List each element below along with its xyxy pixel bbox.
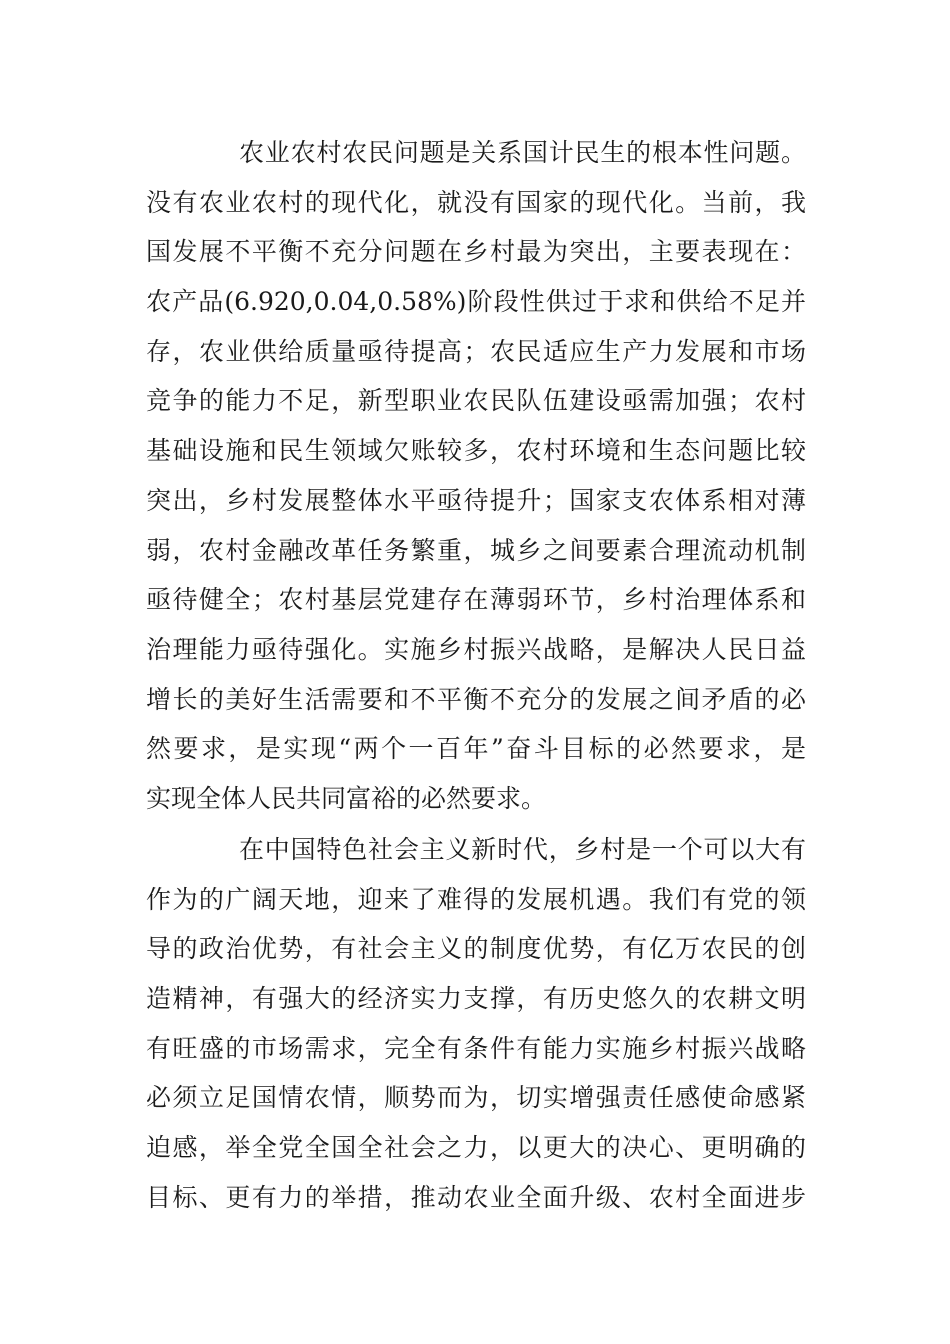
paragraph-line: 治理能力亟待强化。实施乡村振兴战略，是解决人民日益 bbox=[146, 634, 806, 664]
paragraph-line: 有旺盛的市场需求，完全有条件有能力实施乡村振兴战略 bbox=[146, 1033, 806, 1063]
paragraph-line: 迫感，举全党全国全社会之力，以更大的决心、更明确的 bbox=[146, 1133, 806, 1163]
paragraph-line: 造精神，有强大的经济实力支撑，有历史悠久的农耕文明 bbox=[146, 984, 806, 1014]
paragraph-line: 竞争的能力不足，新型职业农民队伍建设亟需加强；农村 bbox=[146, 386, 806, 416]
paragraph-1 bbox=[146, 128, 806, 824]
paragraph-line: 在中国特色社会主义新时代，乡村是一个可以大有 bbox=[239, 835, 806, 864]
paragraph-line: 实现全体人民共同富裕的必然要求。 bbox=[146, 783, 547, 813]
paragraph-line: 目标、更有力的举措，推动农业全面升级、农村全面进步 bbox=[146, 1182, 806, 1212]
paragraph-line: 亟待健全；农村基层党建存在薄弱环节，乡村治理体系和 bbox=[146, 585, 806, 615]
paragraph-line: 农业农村农民问题是关系国计民生的根本性问题。 bbox=[239, 138, 806, 167]
paragraph-line: 没有农业农村的现代化，就没有国家的现代化。当前，我 bbox=[146, 187, 806, 217]
paragraph-line: 导的政治优势，有社会主义的制度优势，有亿万农民的创 bbox=[146, 934, 806, 964]
paragraph-line: 突出，乡村发展整体水平亟待提升；国家支农体系相对薄 bbox=[146, 485, 806, 515]
paragraph-line: 然要求，是实现“两个一百年”奋斗目标的必然要求，是 bbox=[146, 734, 806, 764]
paragraph-line: 必须立足国情农情，顺势而为，切实增强责任感使命感紧 bbox=[146, 1083, 806, 1113]
paragraph-line: 作为的广阔天地，迎来了难得的发展机遇。我们有党的领 bbox=[146, 884, 806, 914]
paragraph-line: 存，农业供给质量亟待提高；农民适应生产力发展和市场 bbox=[146, 336, 806, 366]
paragraph-line: 弱，农村金融改革任务繁重，城乡之间要素合理流动机制 bbox=[146, 535, 806, 565]
paragraph-2 bbox=[146, 825, 806, 1223]
paragraph-line: 国发展不平衡不充分问题在乡村最为突出，主要表现在： bbox=[146, 237, 806, 267]
paragraph-line: 基础设施和民生领域欠账较多，农村环境和生态问题比较 bbox=[146, 436, 806, 466]
paragraph-line: 增长的美好生活需要和不平衡不充分的发展之间矛盾的必 bbox=[146, 684, 806, 714]
paragraph-line: 农产品(6.920,0.04,0.58%)阶段性供过于求和供给不足并 bbox=[146, 287, 806, 317]
